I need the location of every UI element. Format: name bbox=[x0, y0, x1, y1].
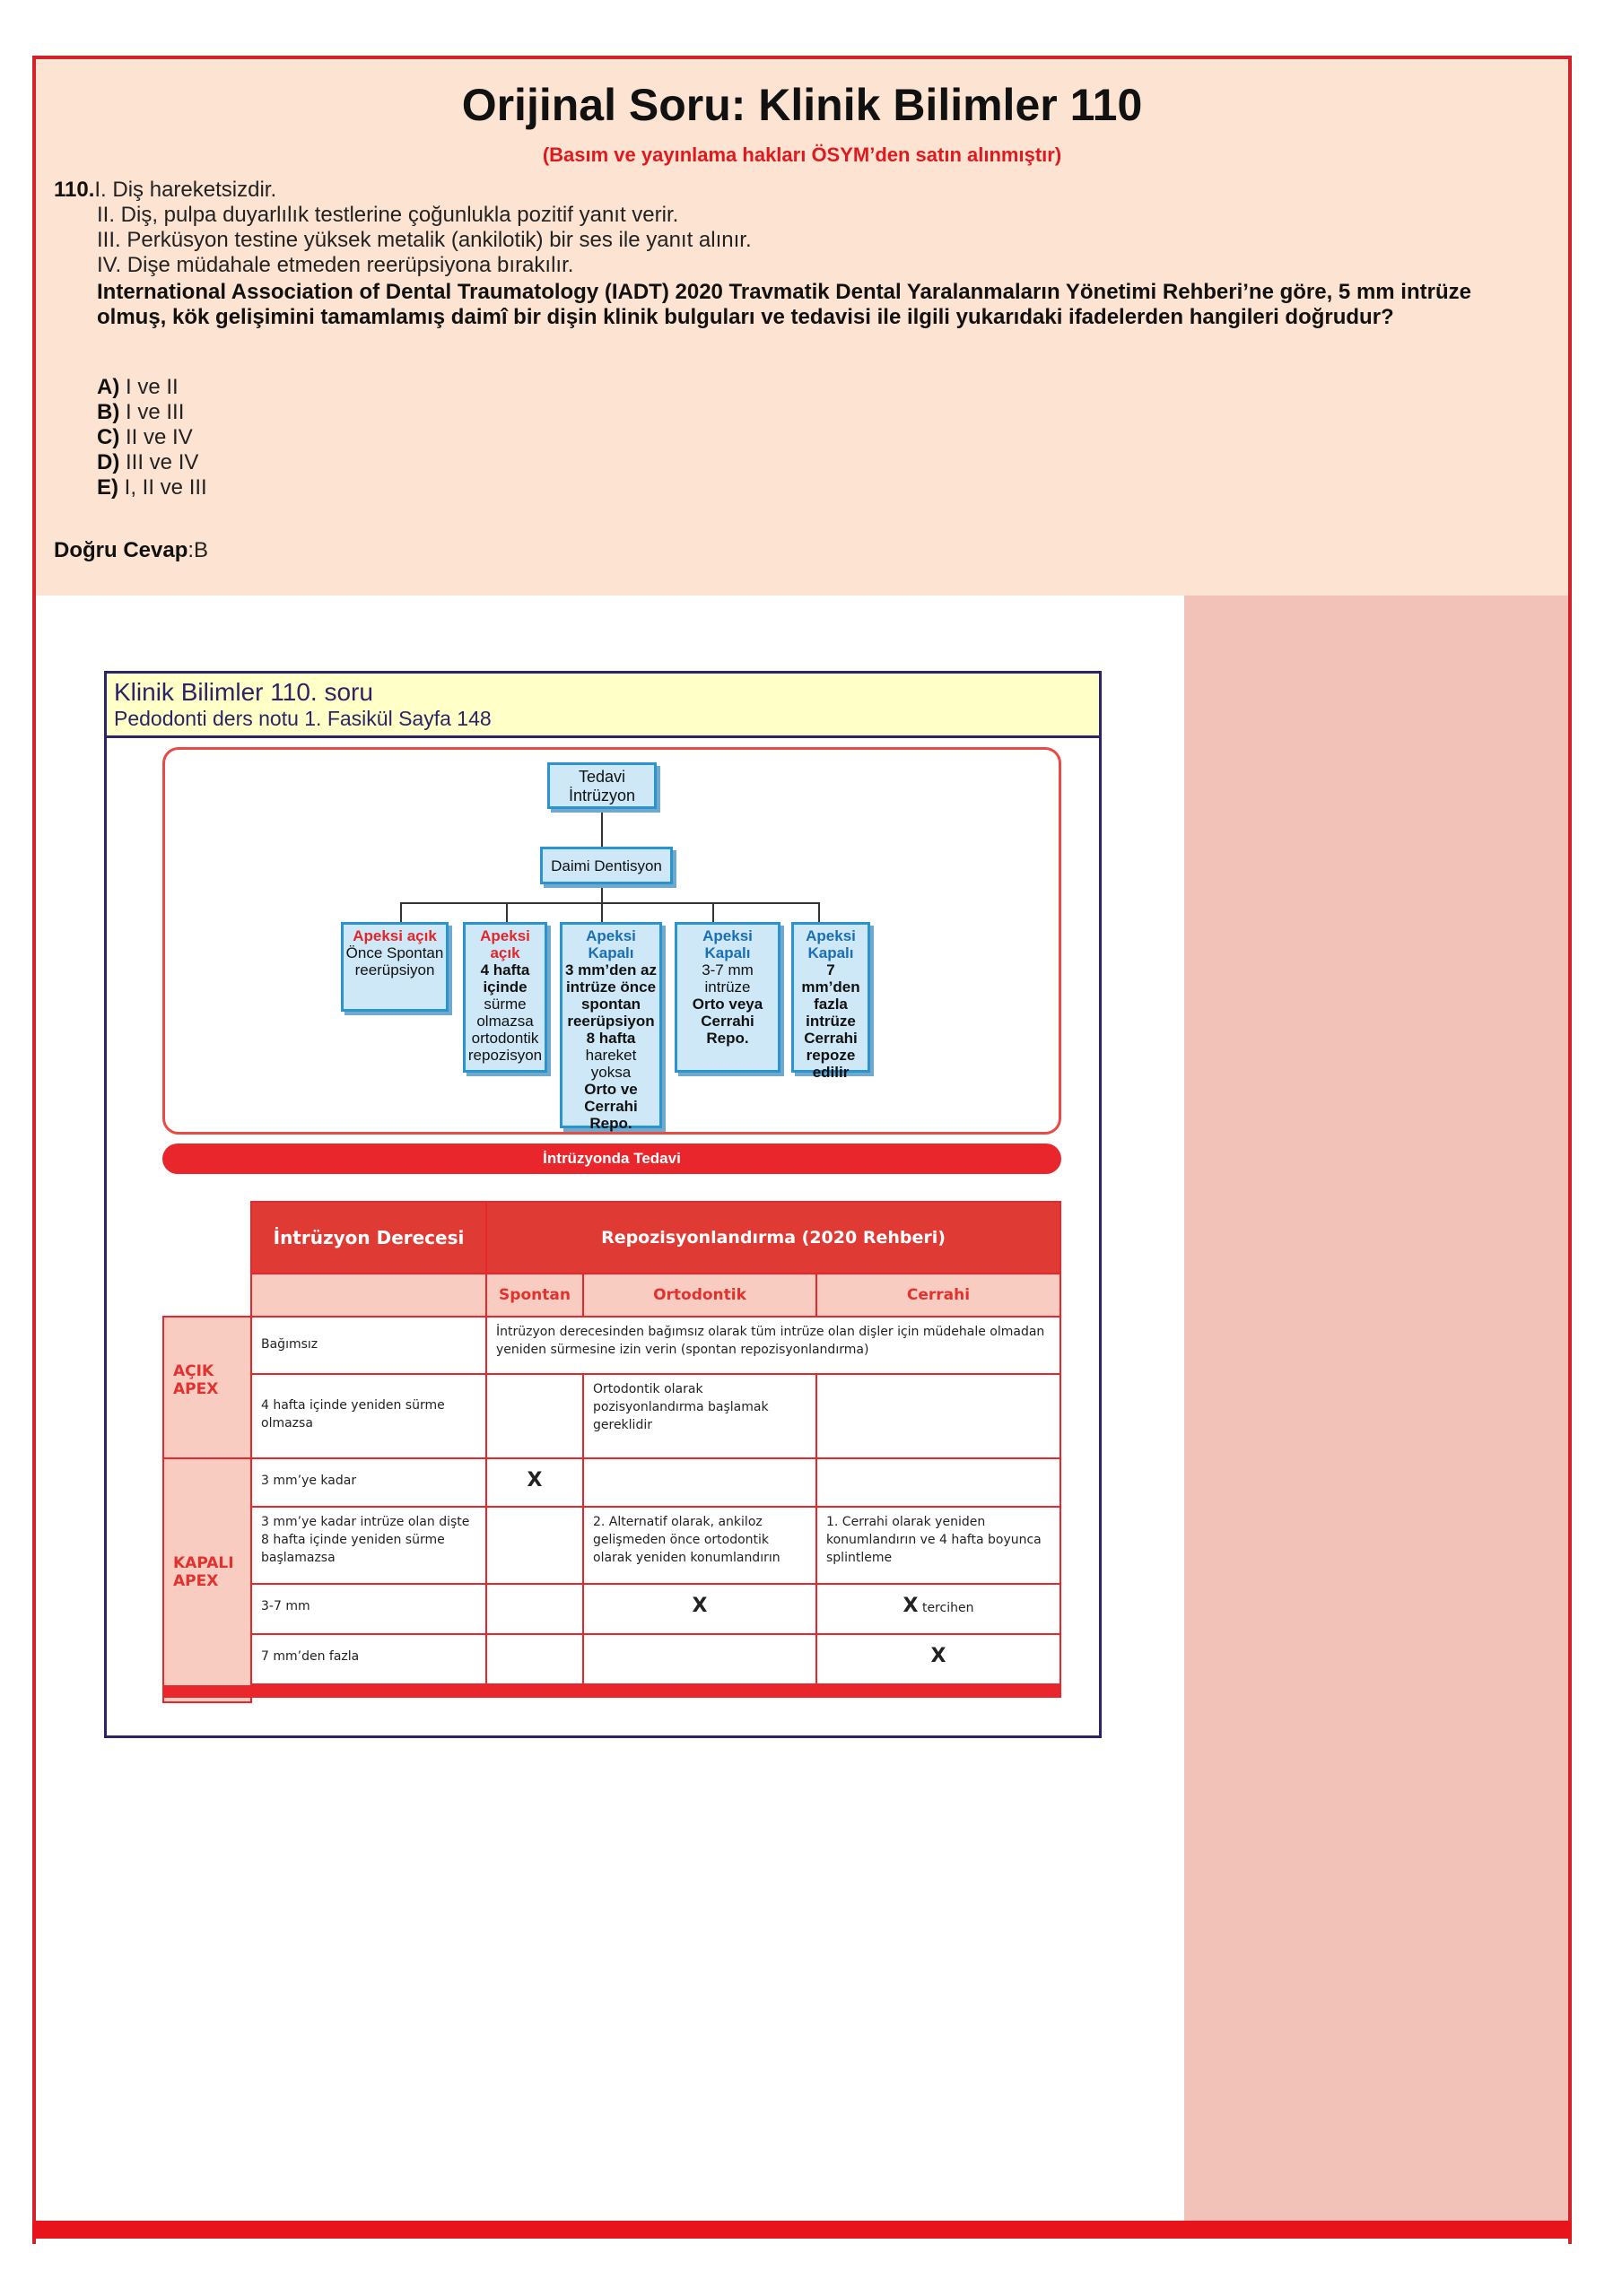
page-frame bbox=[32, 56, 1572, 2244]
tree-root: Tedavi İntrüzyon bbox=[547, 762, 657, 809]
right-margin-panel bbox=[1184, 596, 1568, 2224]
correct-answer: Doğru Cevap:B bbox=[54, 538, 209, 562]
copyright-note: (Basım ve yayınlama hakları ÖSYM’den satın alınmıştır) bbox=[542, 144, 1062, 166]
option-b[interactable]: B) I ve III bbox=[97, 400, 185, 424]
option-a[interactable]: A) I ve II bbox=[97, 375, 179, 399]
statement-1: I. Diş hareketsizdir. bbox=[94, 178, 277, 202]
cell-empty bbox=[485, 1506, 584, 1585]
question-number: 110. bbox=[54, 178, 95, 202]
cell-empty bbox=[815, 1373, 1061, 1459]
tree-connector bbox=[601, 884, 603, 902]
row-3mm-8-weeks-orthodontic: 2. Alternatif olarak, ankiloz gelişmeden önce ortodontik olarak yeniden konumlandırın bbox=[582, 1506, 817, 1585]
tree-connector bbox=[400, 902, 820, 904]
tree-box-open-spontaneous: Apeksi açık Önce Spontan reerüpsiyon bbox=[341, 922, 449, 1012]
group-open-apex: AÇIK APEX bbox=[162, 1316, 252, 1459]
reference-title: Klinik Bilimler 110. soru bbox=[114, 678, 373, 706]
option-c[interactable]: C) II ve IV bbox=[97, 425, 193, 449]
row-3mm-8-weeks-surgical: 1. Cerrahi olarak yeniden konumlandırın ve 4 hafta boyunca splintleme bbox=[815, 1506, 1061, 1585]
cell-empty bbox=[815, 1457, 1061, 1508]
subheader-empty bbox=[250, 1273, 487, 1318]
table-bottom-rule bbox=[162, 1685, 1061, 1698]
mark-3-7mm-surgical: X tercihen bbox=[815, 1583, 1061, 1635]
cell-empty bbox=[582, 1457, 817, 1508]
question-line-1 bbox=[54, 178, 276, 203]
tree-box-closed-under-3mm: Apeksi Kapalı 3 mm’den az intrüze önce spontan reerüpsiyon 8 hafta hareket yoksa Orto ve Cerrahi Repo. bbox=[560, 922, 662, 1128]
col-header-degree: İntrüzyon Derecesi bbox=[250, 1201, 487, 1274]
row-label-independent: Bağımsız bbox=[250, 1316, 487, 1375]
tree-box-closed-over-7mm: Apeksi Kapalı 7 mm’den fazla intrüze Cerrahi repoze edilir bbox=[791, 922, 870, 1073]
mark-3-7mm-orthodontic: X bbox=[582, 1583, 817, 1635]
tree-box-closed-3-7mm: Apeksi Kapalı 3-7 mm intrüze Orto veya Cerrahi Repo. bbox=[675, 922, 780, 1073]
option-d[interactable]: D) III ve IV bbox=[97, 450, 199, 474]
tree-connector bbox=[818, 902, 820, 922]
group-closed-apex: KAPALI APEX bbox=[162, 1457, 252, 1703]
question-panel bbox=[36, 59, 1568, 596]
row-4-weeks-orthodontic: Ortodontik olarak pozisyonlandırma başlamak gereklidir bbox=[582, 1373, 817, 1459]
tree-permanent-dentition: Daimi Dentisyon bbox=[540, 847, 673, 884]
row-label-over-7mm: 7 mm’den fazla bbox=[250, 1633, 487, 1685]
repositioning-table bbox=[162, 1201, 1061, 1703]
row-independent-spontan: İntrüzyon derecesinden bağımsız olarak tüm intrüze olan dişler için müdehale olmadan yeniden sürmesine izin verin (spontan repozisyonlandırma) bbox=[485, 1316, 1061, 1375]
statement-3: III. Perküsyon testine yüksek metalik (ankilotik) bir ses ile yanıt alınır. bbox=[97, 228, 752, 252]
cell-empty bbox=[485, 1633, 584, 1685]
page-bottom-bar bbox=[32, 2221, 1572, 2239]
statement-2: II. Diş, pulpa duyarlılık testlerine çoğunlukla pozitif yanıt verir. bbox=[97, 203, 679, 227]
intrusion-treatment-label: İntrüzyonda Tedavi bbox=[162, 1144, 1061, 1174]
cell-empty bbox=[582, 1633, 817, 1685]
subheader-cerrahi: Cerrahi bbox=[815, 1273, 1061, 1318]
treatment-tree bbox=[162, 747, 1061, 1135]
question-stem: International Association of Dental Traumatology (IADT) 2020 Travmatik Dental Yaralanmaların Yönetimi Rehberi’ne göre, 5 mm intrüze olmuş, kök gelişimini tamamlamış daimî bir dişin klinik bulguları ve tedavisi ile ilgili yukarıdaki ifadelerden hangileri doğrudur? bbox=[97, 280, 1471, 329]
tree-connector bbox=[601, 902, 603, 922]
tree-connector bbox=[712, 902, 714, 922]
row-label-3mm-8-weeks: 3 mm’ye kadar intrüze olan dişte 8 hafta içinde yeniden sürme başlamazsa bbox=[250, 1506, 487, 1585]
tree-connector bbox=[601, 809, 603, 847]
tree-connector bbox=[400, 902, 402, 922]
option-e[interactable]: E) I, II ve III bbox=[97, 475, 207, 500]
reference-box bbox=[104, 671, 1102, 1738]
cell-empty bbox=[485, 1373, 584, 1459]
mark-up-to-3mm-spontan: X bbox=[485, 1457, 584, 1508]
subheader-spontan: Spontan bbox=[485, 1273, 584, 1318]
tree-connector bbox=[506, 902, 508, 922]
mark-over-7mm-surgical: X bbox=[815, 1633, 1061, 1685]
cell-empty bbox=[485, 1583, 584, 1635]
row-label-up-to-3mm: 3 mm’ye kadar bbox=[250, 1457, 487, 1508]
statement-4: IV. Dişe müdahale etmeden reerüpsiyona bırakılır. bbox=[97, 253, 574, 277]
tree-box-open-orthodontic: Apeksi açık 4 hafta içinde sürme olmazsa ortodontik repozisyon bbox=[463, 922, 547, 1073]
subheader-ortodontik: Ortodontik bbox=[582, 1273, 817, 1318]
page-title: Orijinal Soru: Klinik Bilimler 110 bbox=[461, 80, 1143, 130]
reference-header bbox=[107, 674, 1099, 738]
row-label-4-weeks: 4 hafta içinde yeniden sürme olmazsa bbox=[250, 1373, 487, 1459]
reference-source: Pedodonti ders notu 1. Fasikül Sayfa 148 bbox=[114, 707, 492, 730]
col-header-repositioning: Repozisyonlandırma (2020 Rehberi) bbox=[485, 1201, 1061, 1274]
row-label-3-7mm: 3-7 mm bbox=[250, 1583, 487, 1635]
